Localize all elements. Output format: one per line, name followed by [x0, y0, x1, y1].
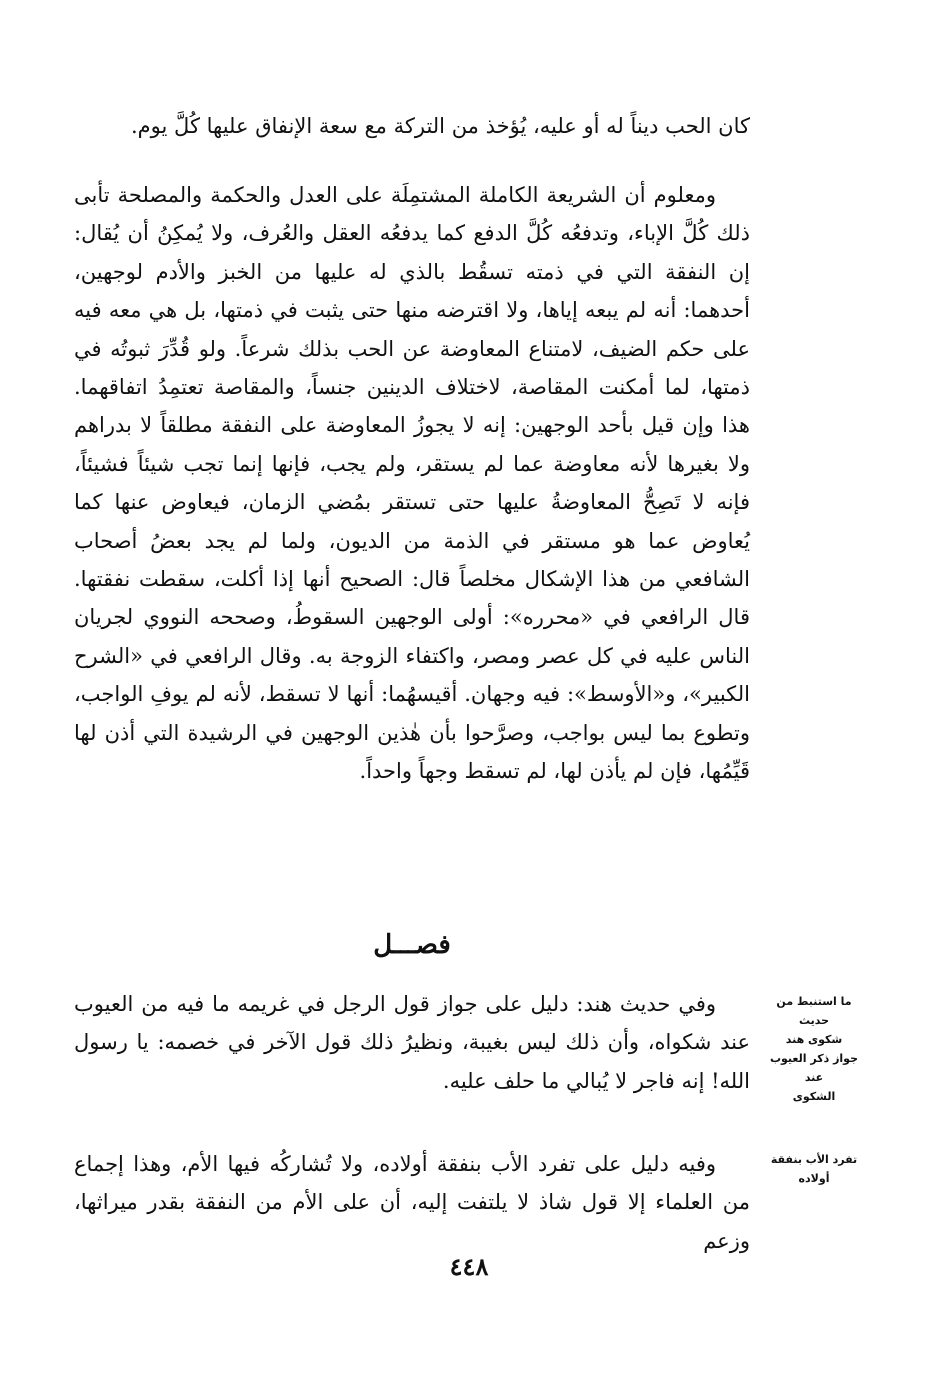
paragraph-father — [74, 1145, 750, 1260]
margin-note-line: ما استنبط من حديث — [776, 995, 852, 1027]
paragraph-main — [74, 176, 750, 791]
margin-note-line: شكوى هند — [785, 1033, 843, 1046]
paragraph-intro-text: كان الحب ديناً له أو عليه، يُؤخذ من التركة مع سعة الإنفاق عليها كُلَّ يوم. — [131, 114, 750, 138]
page-number: ٤٤٨ — [449, 1252, 489, 1281]
margin-note-line: تفرد الأب بنفقة أولاده — [770, 1153, 858, 1185]
margin-note-father — [762, 1150, 866, 1188]
paragraph-main-text: ومعلوم أن الشريعة الكاملة المشتمِلَة على العدل والحكمة والمصلحة تأبى ذلك كُلَّ الإباء، وتدفعُه كُلَّ الدفع كما يدفعُه العقل والعُرف، ولا يُمكِنُ أن يُقال: إن النفقة التي في ذمته تسقُط بالذي له عليها من الخبز والأدم لوجهين، أحدهما: أنه لم يبعه إياها، ولا اقترضه منها حتى يثبت في ذمتها، بل هي معه فيه على حكم الضيف، لامتناع المعاوضة عن الحب بذلك شرعاً. ولو قُدِّرَ ثبوتُه في ذمتها، لما أمكنت المقاصة، لاختلاف الدينين جنساً، والمقاصة تعتمِدُ اتفاقهما. هذا وإن قيل بأحد الوجهين: إنه لا يجوزُ المعاوضة على النفقة مطلقاً لا بدراهم ولا بغيرها لأنه معاوضة عما لم يستقر، ولم يجب، فإنها إنما تجب شيئاً فشيئاً، فإنه لا تَصِحُّ المعاوضةُ عليها حتى تستقر بمُضي الزمان، فيعاوض عنها كما يُعاوض عما هو مستقر في الذمة من الديون، ولما لم يجد بعضُ أصحاب الشافعي من هذا الإشكال مخلصاً قال: الصحيح أنها إذا أكلت، سقطت نفقتها. قال الرافعي في «محرره»: أولى الوجهين السقوطُ، وصححه النووي لجريان الناس عليه في كل عصر ومصر، واكتفاء الزوجة به. وقال الرافعي في «الشرح الكبير»، و«الأوسط»: فيه وجهان. أقيسهُما: أنها لا تسقط، لأنه لم يوفِ الواجب، وتطوع بما ليس بواجب، وصرَّحوا بأن هٰذين الوجهين في الرشيدة التي أذن لها قَيِّمُها، فإن لم يأذن لها، لم تسقط وجهاً واحداً. — [74, 183, 750, 784]
paragraph-hind-text: وفي حديث هند: دليل على جواز قول الرجل في غريمه ما فيه من العيوب عند شكواه، وأن ذلك ليس بغيبة، ونظيرُ ذلك قول الآخر في خصمه: يا رسول الله! إنه فاجر لا يُبالي ما حلف عليه. — [74, 992, 750, 1093]
paragraph-intro — [74, 107, 750, 145]
paragraph-father-text: وفيه دليل على تفرد الأب بنفقة أولاده، ولا تُشاركُه فيها الأم، وهذا إجماع من العلماء إلا قول شاذ لا يلتفت إليه، أن على الأم من النفقة بقدر ميراثها، وزعم — [74, 1152, 750, 1253]
paragraph-hind — [74, 985, 750, 1100]
margin-note-hind — [762, 992, 866, 1106]
margin-note-line: جواز ذكر العيوب عند — [769, 1052, 859, 1084]
section-heading: فصـــل — [373, 930, 451, 960]
margin-note-line: الشكوى — [792, 1090, 836, 1103]
